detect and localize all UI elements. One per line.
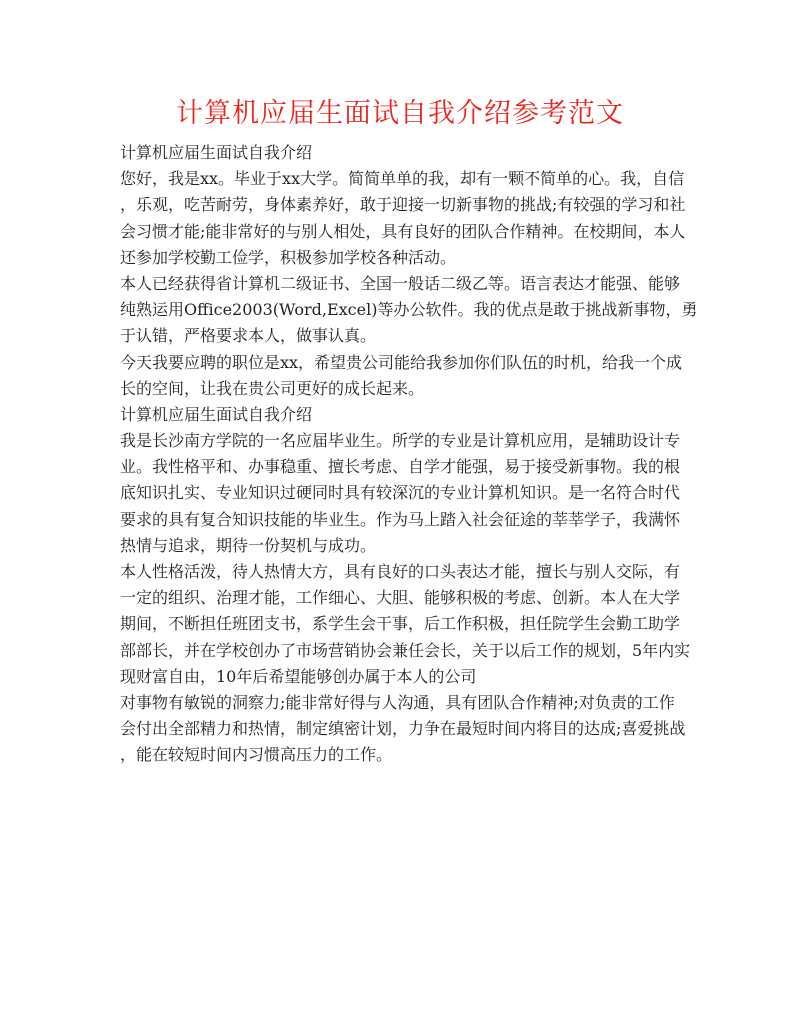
body-text-line: 底知识扎实、专业知识过硬同时具有较深沉的专业计算机知识。是一名符合时代 — [120, 483, 681, 503]
body-text-line: 您好，我是xx。毕业于xx大学。简简单单的我，却有一颗不简单的心。我，自信 — [120, 169, 685, 189]
body-text-line: 部部长，并在学校创办了市场营销协会兼任会长，关于以后工作的规划，5年内实 — [120, 640, 691, 660]
body-text-line: 长的空间，让我在贵公司更好的成长起来。 — [120, 378, 425, 398]
body-text-line: 纯熟运用Office2003(Word,Excel)等办公软件。我的优点是敢于挑战新事物，勇 — [120, 300, 698, 320]
body-text-line: 我是长沙南方学院的一名应届毕业生。所学的专业是计算机应用，是辅助设计专 — [120, 431, 681, 451]
body-text-line: 要求的具有复合知识技能的毕业生。作为马上踏入社会征途的莘莘学子，我满怀 — [120, 509, 681, 529]
body-text-line: 本人性格活泼，待人热情大方，具有良好的口头表达才能，擅长与别人交际，有 — [120, 562, 681, 581]
body-text-line: ，能在较短时间内习惯高压力的工作。 — [120, 745, 393, 765]
body-text-line: 还参加学校勤工俭学，积极参加学校各种活动。 — [120, 247, 457, 267]
body-text-line: ，乐观，吃苦耐劳，身体素养好，敢于迎接一切新事物的挑战;有较强的学习和社 — [120, 195, 686, 215]
body-text-line: 于认错，严格要求本人，做事认真。 — [120, 326, 377, 346]
body-text-line: 今天我要应聘的职位是xx，希望贵公司能给我参加你们队伍的时机，给我一个成 — [120, 352, 683, 372]
body-text-line: 期间，不断担任班团支书，系学生会干事，后工作积极，担任院学生会勤工助学 — [120, 614, 681, 634]
body-text-line: 对事物有敏锐的洞察力;能非常好得与人沟通，具有团队合作精神;对负责的工作 — [120, 692, 675, 712]
body-text-line: 计算机应届生面试自我介绍 — [120, 404, 313, 424]
body-text-line: 业。我性格平和、办事稳重、擅长考虑、自学才能强，易于接受新事物。我的根 — [120, 457, 681, 477]
body-text-line: 热情与追求，期待一份契机与成功。 — [120, 535, 377, 555]
document-body — [120, 140, 698, 769]
body-text-line: 一定的组织、治理才能，工作细心、大胆、能够积极的考虑、创新。本人在大学 — [120, 588, 681, 608]
document-title: 计算机应届生面试自我介绍参考范文 — [176, 98, 624, 129]
body-text-line: 计算机应届生面试自我介绍 — [120, 143, 313, 162]
body-text-line: 会付出全部精力和热情，制定缜密计划，力争在最短时间内将目的达成;喜爱挑战 — [120, 719, 686, 739]
body-text-line: 会习惯才能;能非常好的与别人相处，具有良好的团队合作精神。在校期间，本人 — [120, 221, 686, 241]
body-text-line: 现财富自由，10年后希望能够创办属于本人的公司 — [120, 666, 477, 686]
body-text-line: 本人已经获得省计算机二级证书、全国一般话二级乙等。语言表达才能强、能够 — [120, 273, 681, 293]
